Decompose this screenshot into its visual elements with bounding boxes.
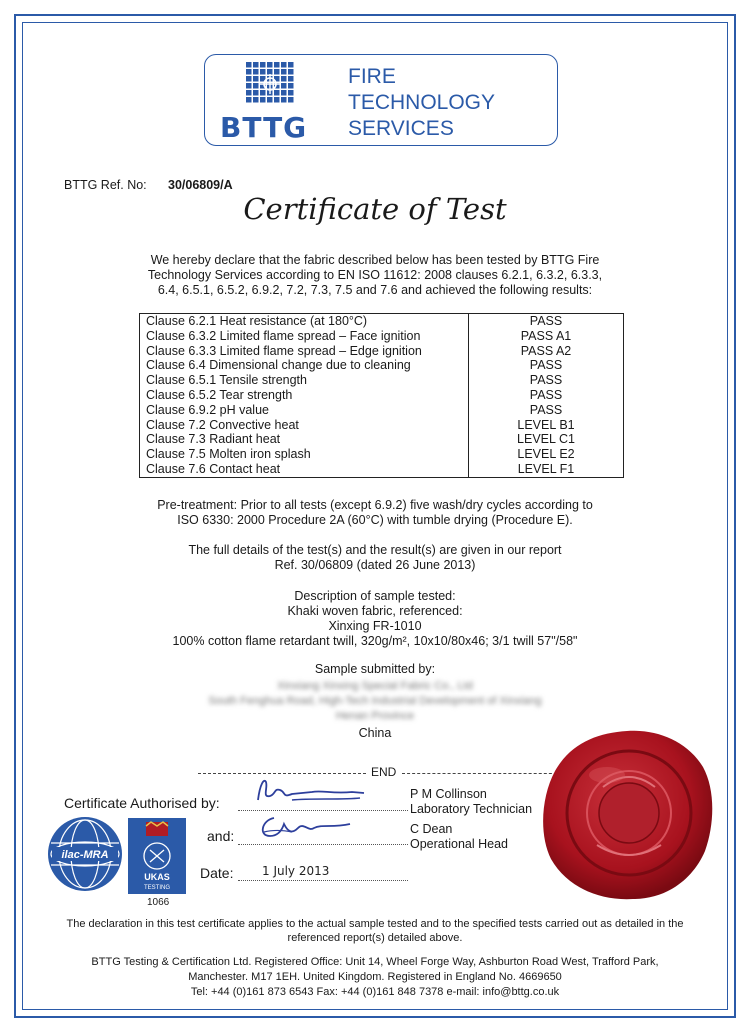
result-row [140,447,624,462]
result-value: LEVEL E2 [469,447,624,462]
result-clause: Clause 6.5.2 Tear strength [146,387,293,402]
result-value: PASS [469,403,624,418]
pretreatment [60,498,690,528]
result-value: PASS [469,373,624,388]
result-clause: Clause 6.4 Dimensional change due to cleaning [146,358,411,373]
declaration [60,253,690,298]
result-clause: Clause 6.9.2 pH value [146,402,269,417]
report-line: The full details of the test(s) and the result(s) are given in our report [188,543,562,557]
sample-description [60,589,690,649]
result-row [140,388,624,403]
result-clause: Clause 6.3.3 Limited flame spread – Edge ignition [146,343,422,358]
signature-dean-icon [252,810,362,846]
result-value: LEVEL B1 [469,418,624,433]
result-value: LEVEL F1 [469,462,624,477]
company-line: BTTG Testing & Certification Ltd. Registered Office: Unit 14, Wheel Forge Way, Ashburton Road West, Trafford Park, [91,956,659,968]
result-clause: Clause 7.3 Radiant heat [146,432,281,447]
result-value: PASS [469,314,624,329]
submitted-label: Sample submitted by: [314,662,436,676]
person2 [410,822,508,852]
ilac-mra-logo-icon [46,815,124,893]
result-value: PASS [469,358,624,373]
submitter-province-blurred: Henan Province [335,710,415,722]
result-clause: Clause 6.2.1 Heat resistance (at 180°C) [146,314,368,328]
signature-collinson-icon [252,774,372,810]
result-value: PASS [469,388,624,403]
declaration-line: 6.4, 6.5.1, 6.5.2, 6.9.2, 7.2, 7.3, 7.5 and 7.6 and achieved the following results: [157,283,593,297]
authorised-by-label: Certificate Authorised by: [64,795,220,811]
and-label: and: [207,828,235,844]
date-label: Date: [200,865,234,881]
result-row [140,403,624,418]
sample-line: Description of sample tested: [294,589,456,603]
pretreatment-line: Pre-treatment: Prior to all tests (except 6.9.2) five wash/dry cycles according to [157,498,593,512]
report-reference [60,543,690,573]
report-line: Ref. 30/06809 (dated 26 June 2013) [274,558,476,572]
result-clause: Clause 6.3.2 Limited flame spread – Face ignition [146,328,421,343]
person1 [410,787,532,817]
ref-label: BTTG Ref. No: [64,178,147,192]
ukas-number: 1066 [147,897,170,908]
person2-name: C Dean [410,822,453,836]
declaration-line: We hereby declare that the fabric described below has been tested by BTTG Fire [150,253,600,267]
person1-name: P M Collinson [410,787,487,801]
company-line: Manchester. M17 1EH. United Kingdom. Registered in England No. 4669650 [188,971,562,983]
logo-line-fire: FIRE [348,65,396,88]
result-row [140,329,624,344]
result-row [140,358,624,373]
company-line: Tel: +44 (0)161 873 6543 Fax: +44 (0)161 848 7378 e-mail: info@bttg.co.uk [190,986,560,998]
submitter-country: China [358,726,392,740]
page-title: Certificate of Test [243,192,507,226]
result-clause: Clause 7.5 Molten iron splash [146,447,311,462]
result-row [140,314,624,329]
disclaimer-line: The declaration in this test certificate applies to the actual sample tested and to the specified tests carried out as detailed in the [66,918,684,930]
person1-role: Laboratory Technician [410,802,533,816]
end-label: END [371,765,397,779]
submitter-address-blurred: South Fenghua Road, High-Tech Industrial Development of Xinxiang [208,695,542,707]
person2-role: Operational Head [410,837,508,851]
ref-value: 30/06809/A [168,178,233,192]
result-row [140,462,624,477]
ukas-sub-text: TESTING [143,885,171,891]
result-row [140,432,624,447]
results-table [139,313,624,478]
result-row [140,373,624,388]
result-value: PASS A1 [469,329,624,344]
ukas-text: UKAS [144,872,170,882]
result-value: LEVEL C1 [469,432,624,447]
logo-bttg-text: BTTG [220,111,308,144]
declaration-line: Technology Services according to EN ISO 11612: 2008 clauses 6.2.1, 6.3.2, 6.3.3, [147,268,603,282]
logo-line-technology: TECHNOLOGY [348,91,496,114]
disclaimer-line: referenced report(s) detailed above. [287,932,463,944]
ilac-text: ilac-MRA [61,849,109,861]
sample-line: Xinxing FR-1010 [328,619,422,633]
pretreatment-line: ISO 6330: 2000 Procedure 2A (60°C) with tumble drying (Procedure E). [177,513,573,527]
sample-line: Khaki woven fabric, referenced: [287,604,463,618]
result-clause: Clause 6.5.1 Tensile strength [146,373,307,388]
result-row [140,344,624,359]
footer-disclaimer [30,917,720,945]
submitter-name-blurred: Xinxiang Xinxing Special Fabric Co., Ltd [277,680,473,692]
bttg-grid-logo-icon [246,62,294,106]
logo-fire-technology-services [348,64,495,142]
date-value: 1 July 2013 [262,864,330,878]
footer-company-info [30,955,720,1000]
ukas-logo-icon [128,818,188,894]
result-value: PASS A2 [469,344,624,359]
sample-line: 100% cotton flame retardant twill, 320g/m², 10x10/80x46; 3/1 twill 57"/58" [172,634,578,648]
logo-line-services: SERVICES [348,117,454,140]
result-row [140,418,624,433]
result-clause: Clause 7.2 Convective heat [146,417,299,432]
result-clause: Clause 7.6 Contact heat [146,461,281,476]
wax-seal-icon [537,727,717,903]
